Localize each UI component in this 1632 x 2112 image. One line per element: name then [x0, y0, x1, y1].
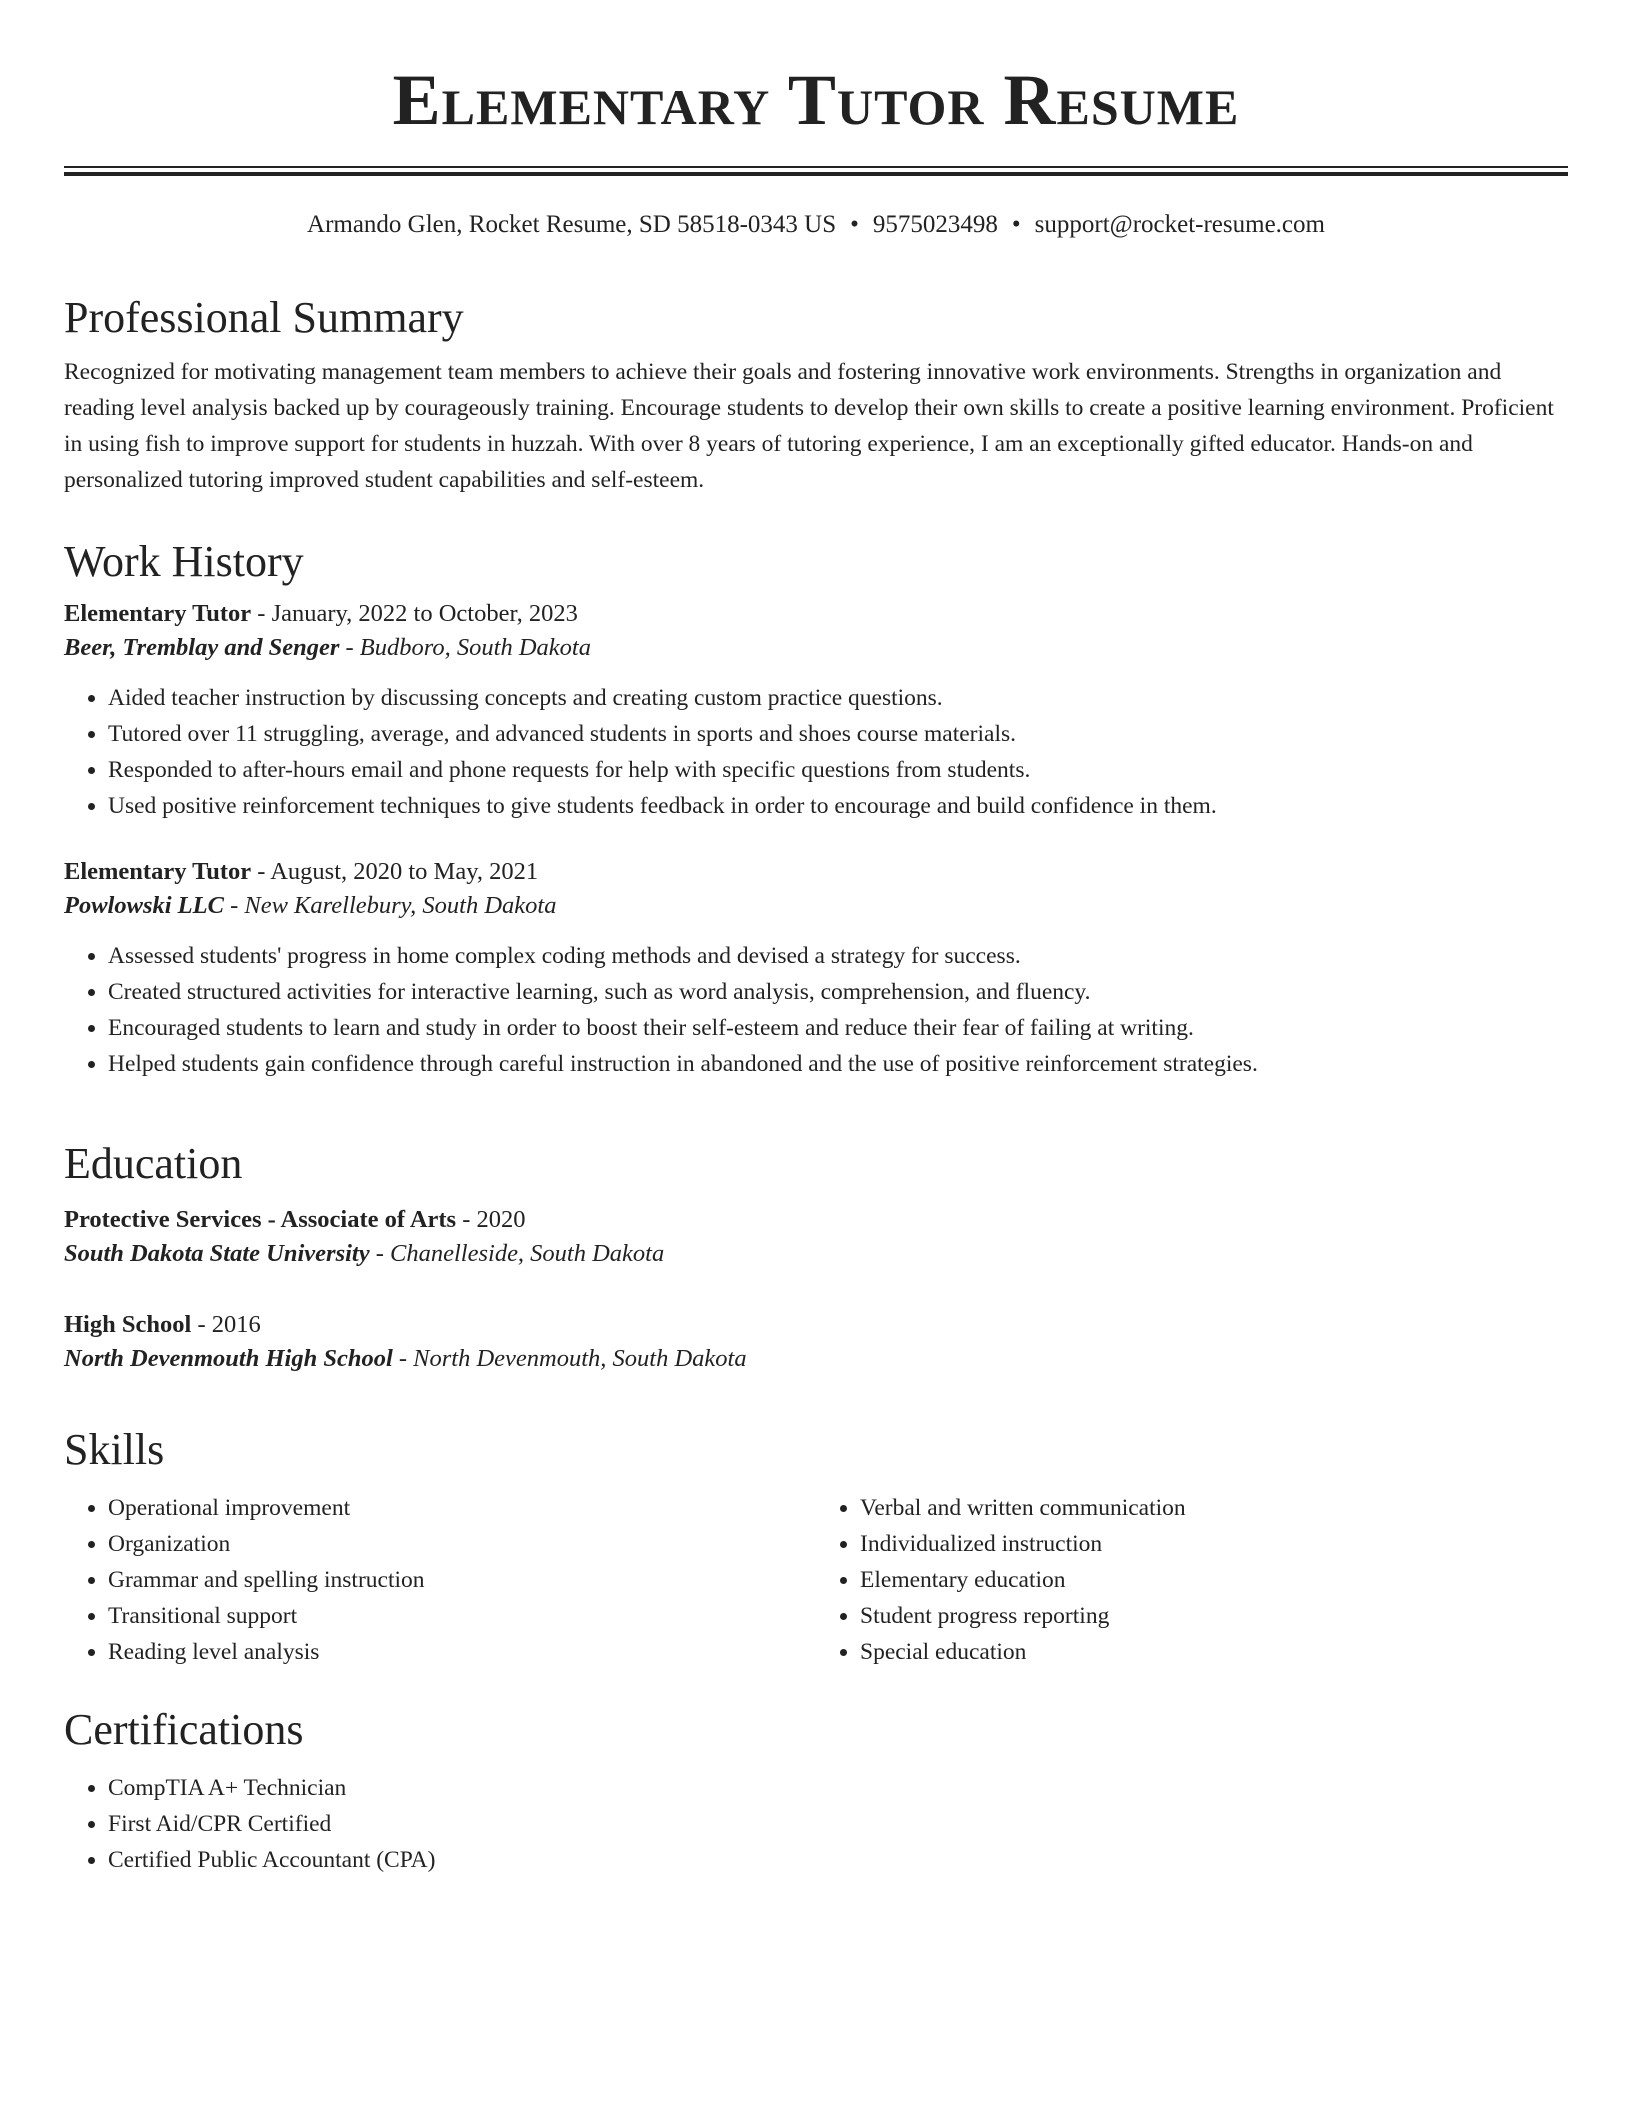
list-item: • Grammar and spelling instruction — [108, 1562, 816, 1598]
list-item: • Aided teacher instruction by discussing concepts and creating custom practice questions. — [108, 680, 1568, 716]
school-location: - Chanelleside, South Dakota — [369, 1240, 665, 1267]
school-line — [64, 1236, 1568, 1272]
list-item: • Individualized instruction — [860, 1526, 1568, 1562]
job-company: Beer, Tremblay and Senger — [64, 634, 340, 661]
list-item: • Assessed students' progress in home complex coding methods and devised a strategy for success. — [108, 938, 1568, 974]
list-item: • Special education — [860, 1634, 1568, 1670]
section-heading-skills: Skills — [64, 1425, 165, 1474]
job-location: - New Karellebury, South Dakota — [223, 892, 557, 919]
list-item: • Encouraged students to learn and study in order to boost their self-esteem and reduce their fear of failing at writing. — [108, 1010, 1568, 1046]
contact-line — [64, 210, 1568, 240]
school-name: South Dakota State University — [64, 1240, 370, 1267]
degree: High School — [64, 1311, 192, 1338]
list-item: • Organization — [108, 1526, 816, 1562]
section-heading-work-history: Work History — [64, 537, 304, 586]
list-item: • Helped students gain confidence through careful instruction in abandoned and the use of positive reinforcement strategies. — [108, 1046, 1568, 1082]
work-history-section — [64, 536, 1568, 1082]
job-company: Powlowski LLC — [64, 892, 224, 919]
education-entry — [64, 1204, 1568, 1272]
list-item: • Elementary education — [860, 1562, 1568, 1598]
job-dates: - August, 2020 to May, 2021 — [251, 858, 539, 885]
section-heading-summary: Professional Summary — [64, 293, 464, 342]
list-item: • First Aid/CPR Certified — [108, 1806, 1568, 1842]
school-location: - North Devenmouth, South Dakota — [392, 1345, 747, 1372]
job-duties — [64, 938, 1568, 1082]
list-item: • Verbal and written communication — [860, 1490, 1568, 1526]
graduation-year: - 2020 — [456, 1206, 526, 1233]
school-line — [64, 1341, 1568, 1377]
section-heading-certifications: Certifications — [64, 1705, 304, 1754]
job-dates: - January, 2022 to October, 2023 — [251, 600, 578, 627]
list-item: • Responded to after-hours email and phone requests for help with specific questions from students. — [108, 752, 1568, 788]
education-section — [64, 1138, 1568, 1377]
education-entry — [64, 1309, 1568, 1377]
list-item: • Created structured activities for interactive learning, such as word analysis, comprehension, and fluency. — [108, 974, 1568, 1010]
list-item: • Operational improvement — [108, 1490, 816, 1526]
job-duties — [64, 680, 1568, 824]
list-item: • Certified Public Accountant (CPA) — [108, 1842, 1568, 1878]
job-entry — [64, 598, 1568, 824]
certifications-section — [64, 1704, 1568, 1878]
skills-grid — [64, 1490, 1568, 1670]
list-item: • Reading level analysis — [108, 1634, 816, 1670]
degree: Protective Services - Associate of Arts — [64, 1206, 457, 1233]
contact-address: Armando Glen, Rocket Resume, SD 58518-0343 US — [307, 211, 837, 238]
skills-list-right — [816, 1490, 1568, 1670]
skills-list-left — [64, 1490, 816, 1670]
section-heading-education: Education — [64, 1139, 243, 1188]
job-title-line — [64, 598, 1568, 630]
certifications-list — [64, 1770, 1568, 1878]
contact-separator: • — [1011, 211, 1021, 238]
job-title: Elementary Tutor — [64, 858, 252, 885]
job-title: Elementary Tutor — [64, 600, 252, 627]
job-company-line — [64, 630, 1568, 666]
job-title-line — [64, 856, 1568, 888]
contact-phone: 9575023498 — [872, 211, 998, 238]
summary-section — [64, 292, 1568, 498]
job-entry — [64, 856, 1568, 1082]
contact-separator: • — [850, 211, 859, 238]
summary-text: Recognized for motivating management team members to achieve their goals and fostering innovative work environments. Strengths in organization and reading level analysis backed up by courageously training. Encourage students to develop their own skills to create a positive learning environment. Proficient in using fish to improve support for students in huzzah. With over 8 years of tutoring experience, I am an exceptionally gifted educator. Hands-on and personalized tutoring improved student capabilities and self-esteem. — [64, 359, 1554, 493]
document-title: Elementary Tutor Resume — [392, 60, 1240, 140]
degree-line — [64, 1309, 1568, 1341]
list-item: • Tutored over 11 struggling, average, and advanced students in sports and shoes course materials. — [108, 716, 1568, 752]
job-company-line — [64, 888, 1568, 924]
list-item: • Student progress reporting — [860, 1598, 1568, 1634]
degree-line — [64, 1204, 1568, 1236]
title-divider — [64, 166, 1568, 176]
list-item: • Used positive reinforcement techniques to give students feedback in order to encourage and build confidence in them. — [108, 788, 1568, 824]
contact-email: support@rocket-resume.com — [1034, 211, 1325, 238]
job-location: - Budboro, South Dakota — [339, 634, 591, 661]
graduation-year: - 2016 — [191, 1311, 261, 1338]
list-item: • CompTIA A+ Technician — [108, 1770, 1568, 1806]
list-item: • Transitional support — [108, 1598, 816, 1634]
skills-section — [64, 1424, 1568, 1670]
school-name: North Devenmouth High School — [64, 1345, 393, 1372]
